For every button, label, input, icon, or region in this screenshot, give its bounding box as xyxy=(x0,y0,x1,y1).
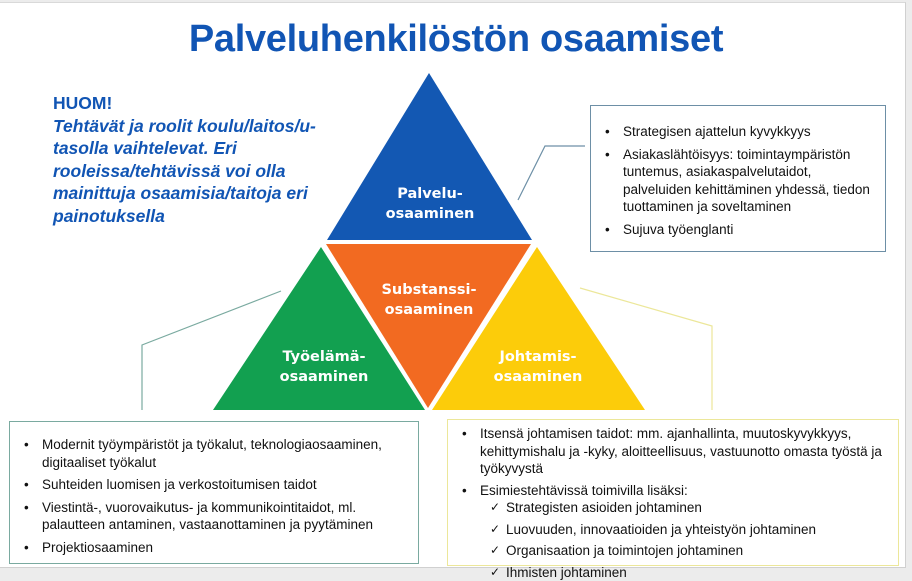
bullet-icon: • xyxy=(462,482,467,500)
list-item xyxy=(20,539,408,557)
item-text: Strategisen ajattelun kyvykkyys xyxy=(623,124,811,139)
label-line: osaaminen xyxy=(244,367,404,387)
list-item xyxy=(601,221,875,239)
list-item xyxy=(458,425,888,478)
item-text: Sujuva työenglanti xyxy=(623,222,733,237)
sublist-item xyxy=(480,499,888,517)
note-heading: HUOM! xyxy=(53,92,343,115)
sublist-item xyxy=(480,564,888,581)
sublist-item xyxy=(480,521,888,539)
item-text: Asiakaslähtöisyys: toimintaympäristön tuntemus, asiakaspalvelutaidot, palveluiden kehittäminen yhdessä, tiedon tuottaminen ja soveltaminen xyxy=(623,147,870,215)
johtamis-list xyxy=(458,425,888,581)
item-text: Projektiosaaminen xyxy=(42,540,153,555)
bullet-icon: • xyxy=(605,221,610,239)
connector-palvelu xyxy=(518,146,585,200)
bullet-icon: • xyxy=(24,539,29,557)
palvelu-details-box xyxy=(590,105,886,252)
checkmark-icon: ✓ xyxy=(490,542,500,560)
label-line: Substanssi- xyxy=(349,280,509,300)
sublist-item xyxy=(480,542,888,560)
bullet-icon: • xyxy=(24,499,29,517)
bullet-icon: • xyxy=(605,123,610,141)
item-text: Ihmisten johtaminen xyxy=(506,565,627,580)
item-text: Modernit työympäristöt ja työkalut, teknologiaosaaminen, digitaaliset työkalut xyxy=(42,437,382,470)
tyoelama-details-box xyxy=(9,421,419,564)
list-item xyxy=(20,436,408,471)
label-johtamis xyxy=(458,347,618,387)
johtamis-details-box xyxy=(447,419,899,566)
checkmark-icon: ✓ xyxy=(490,521,500,539)
page-title: Palveluhenkilöstön osaamiset xyxy=(0,18,912,61)
label-line: Palvelu- xyxy=(350,184,510,204)
bullet-icon: • xyxy=(24,436,29,454)
label-palvelu xyxy=(350,184,510,224)
bullet-icon: • xyxy=(605,146,610,164)
item-text: Viestintä-, vuorovaikutus- ja kommunikointitaidot, ml. palautteen antaminen, vastaanottaminen ja pyytäminen xyxy=(42,500,373,533)
label-line: Johtamis- xyxy=(458,347,618,367)
label-substanssi xyxy=(349,280,509,320)
label-line: osaaminen xyxy=(349,300,509,320)
list-item xyxy=(458,482,888,581)
list-item xyxy=(601,123,875,141)
label-line: osaaminen xyxy=(458,367,618,387)
checkmark-icon: ✓ xyxy=(490,564,500,581)
label-line: osaaminen xyxy=(350,204,510,224)
item-text: Esimiestehtävissä toimivilla lisäksi: xyxy=(480,483,688,498)
palvelu-list xyxy=(601,123,875,238)
item-text: Strategisten asioiden johtaminen xyxy=(506,500,702,515)
label-line: Työelämä- xyxy=(244,347,404,367)
item-text: Suhteiden luomisen ja verkostoitumisen taidot xyxy=(42,477,317,492)
johtamis-sublist xyxy=(480,499,888,581)
item-text: Luovuuden, innovaatioiden ja yhteistyön johtaminen xyxy=(506,522,816,537)
bullet-icon: • xyxy=(462,425,467,443)
item-text: Organisaation ja toimintojen johtaminen xyxy=(506,543,743,558)
note-body: Tehtävät ja roolit koulu/laitos/u-tasolla vaihtelevat. Eri rooleissa/tehtävissä voi olla mainittuja osaamisia/taitoja eri painotuksella xyxy=(53,115,343,228)
list-item xyxy=(20,476,408,494)
item-text: Itsensä johtamisen taidot: mm. ajanhallinta, muutoskyvykkyys, kehittymishalu ja -kyky, aloitteellisuus, vastuunotto omasta työstä ja työkyvystä xyxy=(480,426,882,476)
checkmark-icon: ✓ xyxy=(490,499,500,517)
bullet-icon: • xyxy=(24,476,29,494)
list-item xyxy=(601,146,875,216)
label-tyoelama xyxy=(244,347,404,387)
tyoelama-list xyxy=(20,436,408,556)
list-item xyxy=(20,499,408,534)
